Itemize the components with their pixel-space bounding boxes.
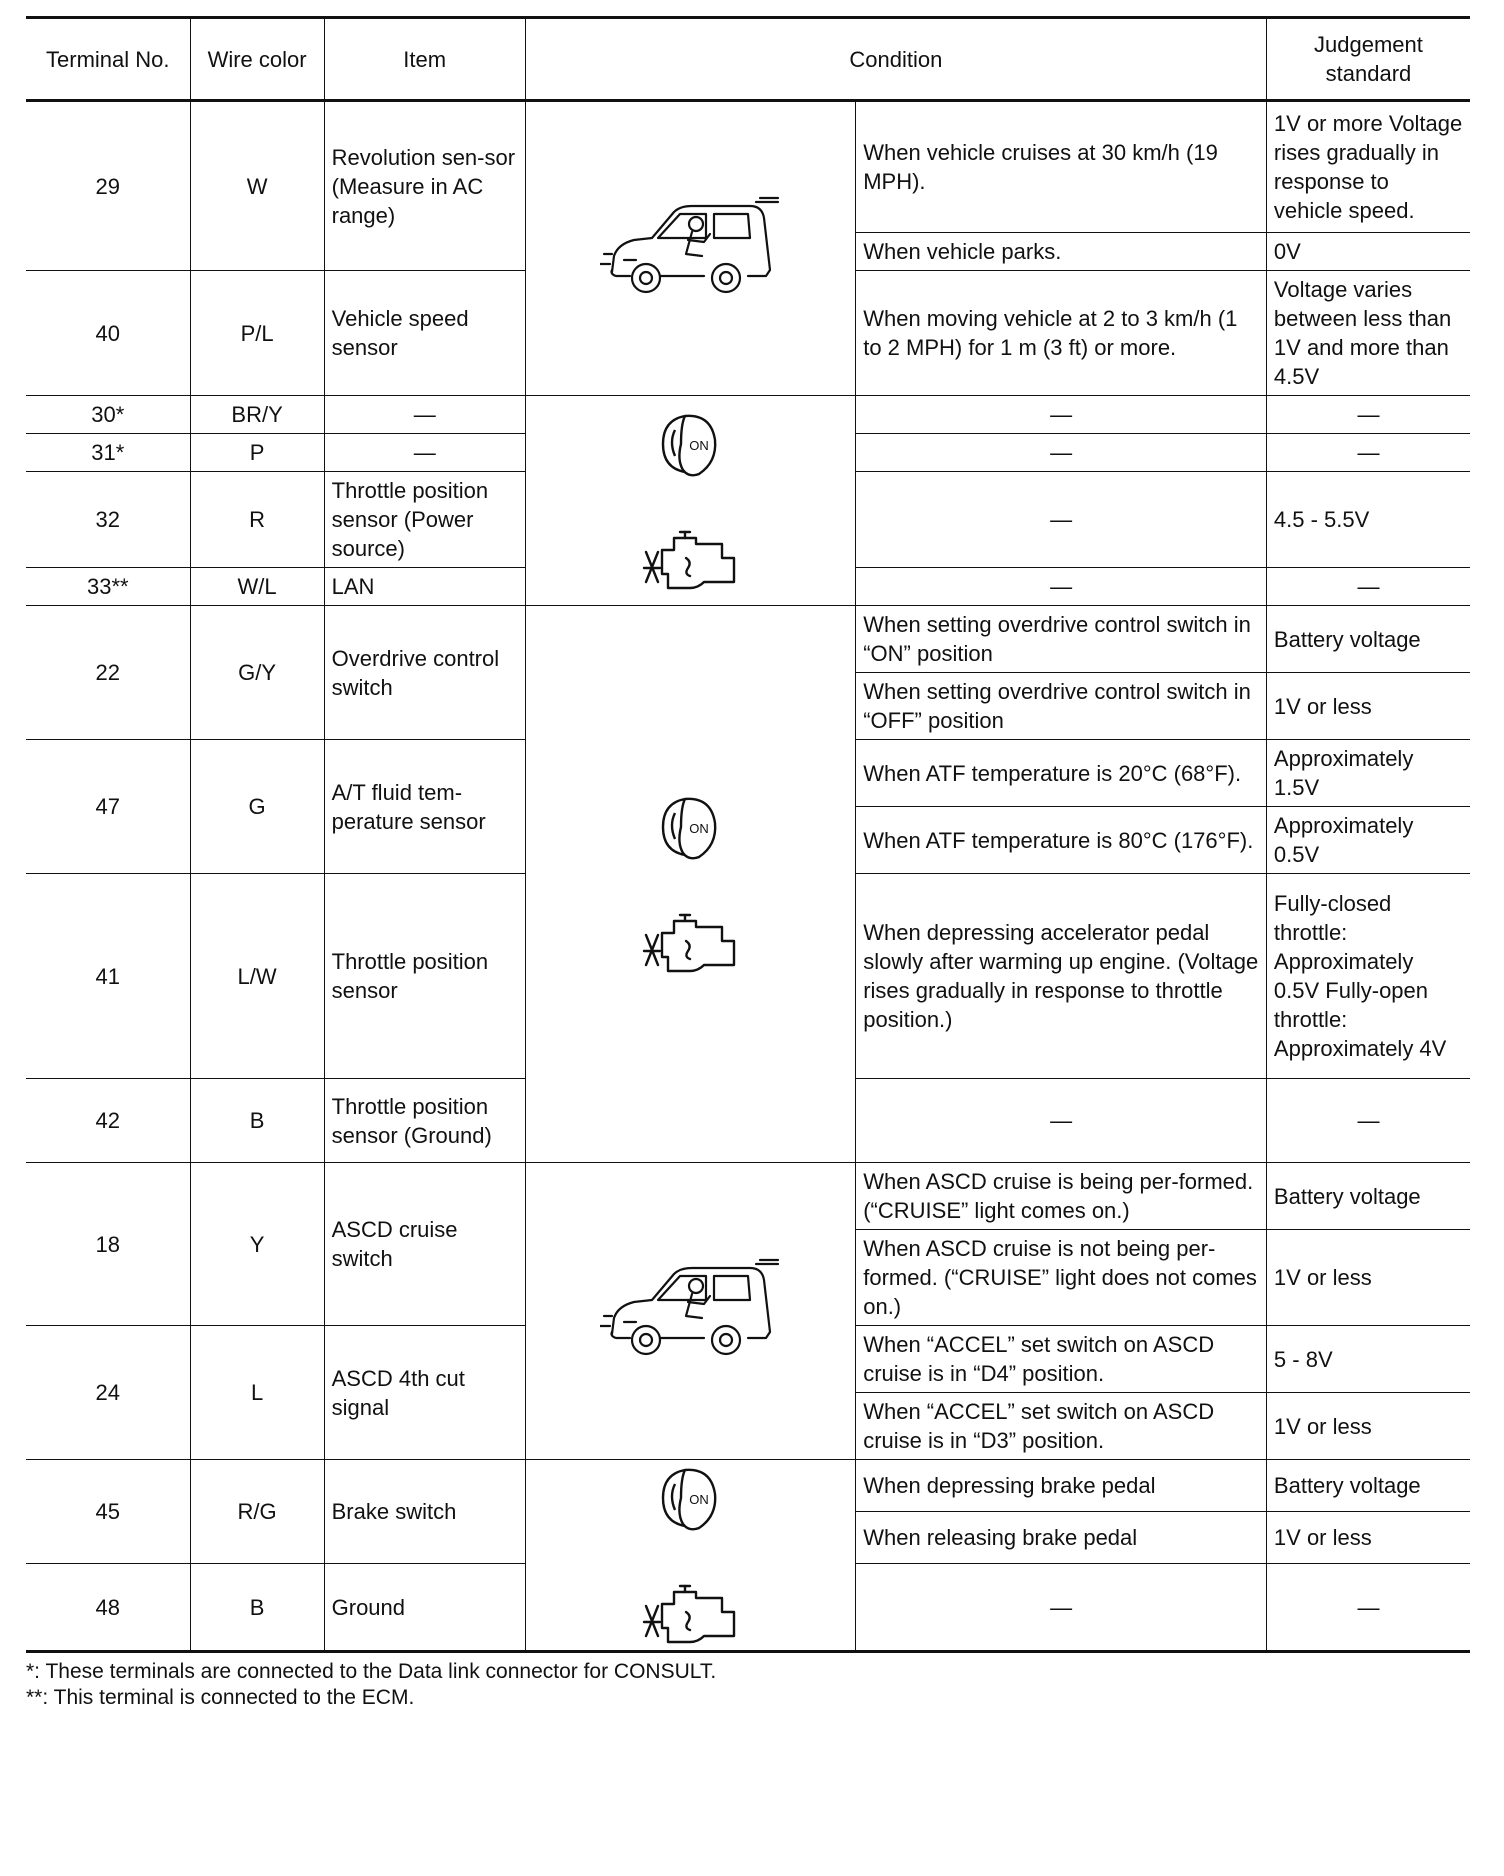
svg-text:ON: ON	[689, 821, 710, 836]
condition-text: When depressing accelerator pedal slowly after warming up engine. (Voltage rises gradually in response to throttle position.)	[856, 874, 1267, 1079]
judgement-value: 1V or less	[1266, 1230, 1470, 1326]
engine-running-icon	[533, 526, 848, 592]
wire-color: G/Y	[190, 606, 324, 740]
item-name: Vehicle speed sensor	[324, 271, 525, 396]
terminal-no: 48	[26, 1564, 190, 1652]
terminal-no: 29	[26, 101, 190, 271]
terminal-no: 32	[26, 472, 190, 568]
item-name: Brake switch	[324, 1460, 525, 1564]
wire-color: L/W	[190, 874, 324, 1079]
footnote-data-link: *: These terminals are connected to the Data link connector for CONSULT.	[26, 1660, 717, 1683]
condition-text: When setting overdrive control switch in “ON” position	[856, 606, 1267, 673]
svg-text:ON: ON	[689, 437, 710, 453]
wire-color: B	[190, 1564, 324, 1652]
terminal-no: 40	[26, 271, 190, 396]
item-name: —	[324, 396, 525, 434]
judgement-value: 1V or less	[1266, 1393, 1470, 1460]
terminal-no: 47	[26, 740, 190, 874]
footnote-ecm: **: This terminal is connected to the ECM.	[26, 1686, 415, 1709]
header-item: Item	[324, 18, 525, 101]
document	[26, 16, 1470, 1711]
wire-color: W	[190, 101, 324, 271]
pictogram-cell	[525, 396, 855, 606]
wire-color: BR/Y	[190, 396, 324, 434]
condition-text: —	[856, 472, 1267, 568]
judgement-value: 0V	[1266, 233, 1470, 271]
condition-text: When “ACCEL” set switch on ASCD cruise is in “D4” position.	[856, 1326, 1267, 1393]
wire-color: Y	[190, 1163, 324, 1326]
judgement-value: 1V or less	[1266, 1512, 1470, 1564]
item-name: Revolution sen-sor (Measure in AC range)	[324, 101, 525, 271]
judgement-value: —	[1266, 434, 1470, 472]
condition-text: When vehicle cruises at 30 km/h (19 MPH).	[856, 101, 1267, 233]
condition-text: When vehicle parks.	[856, 233, 1267, 271]
condition-text: —	[856, 1564, 1267, 1652]
condition-text: —	[856, 434, 1267, 472]
item-name: Throttle position sensor	[324, 874, 525, 1079]
terminal-no: 30*	[26, 396, 190, 434]
terminal-no: 24	[26, 1326, 190, 1460]
header-condition: Condition	[525, 18, 1266, 101]
item-name: Ground	[324, 1564, 525, 1652]
table-body	[26, 101, 1470, 1652]
judgement-value: —	[1266, 568, 1470, 606]
table-row	[26, 606, 1470, 673]
judgement-value: 1V or more Voltage rises gradually in response to vehicle speed.	[1266, 101, 1470, 233]
pictogram-cell	[525, 101, 855, 396]
item-name: ASCD cruise switch	[324, 1163, 525, 1326]
condition-text: When ASCD cruise is being per-formed. (“CRUISE” light comes on.)	[856, 1163, 1267, 1230]
table-row	[26, 1163, 1470, 1230]
condition-text: When setting overdrive control switch in “OFF” position	[856, 673, 1267, 740]
table-row	[26, 101, 1470, 233]
terminal-no: 42	[26, 1079, 190, 1163]
wire-color: B	[190, 1079, 324, 1163]
wire-color: P	[190, 434, 324, 472]
engine-running-icon	[533, 1580, 848, 1646]
judgement-value: 1V or less	[1266, 673, 1470, 740]
item-name: A/T fluid tem-perature sensor	[324, 740, 525, 874]
condition-text: When ASCD cruise is not being per-formed. (“CRUISE” light does not comes on.)	[856, 1230, 1267, 1326]
judgement-value: —	[1266, 396, 1470, 434]
terminal-no: 45	[26, 1460, 190, 1564]
judgement-value: Battery voltage	[1266, 606, 1470, 673]
condition-text: When depressing brake pedal	[856, 1460, 1267, 1512]
ignition-key-on-icon	[533, 1464, 848, 1534]
wire-color: L	[190, 1326, 324, 1460]
condition-text: When ATF temperature is 80°C (176°F).	[856, 807, 1267, 874]
pictogram-cell	[525, 1460, 855, 1652]
judgement-value: —	[1266, 1564, 1470, 1652]
terminal-no: 18	[26, 1163, 190, 1326]
condition-text: When moving vehicle at 2 to 3 km/h (1 to 2 MPH) for 1 m (3 ft) or more.	[856, 271, 1267, 396]
condition-text: When releasing brake pedal	[856, 1512, 1267, 1564]
table-row	[26, 1460, 1470, 1512]
judgement-value: Battery voltage	[1266, 1460, 1470, 1512]
item-name: —	[324, 434, 525, 472]
svg-text:ON: ON	[689, 1492, 710, 1507]
item-name: LAN	[324, 568, 525, 606]
judgement-value: Fully-closed throttle: Approximately 0.5V Fully-open throttle: Approximately 4V	[1266, 874, 1470, 1079]
wire-color: W/L	[190, 568, 324, 606]
driving-car-icon	[533, 194, 848, 304]
judgement-value: Voltage varies between less than 1V and more than 4.5V	[1266, 271, 1470, 396]
wire-color: G	[190, 740, 324, 874]
ignition-key-on-icon	[533, 793, 848, 863]
header-terminal-no: Terminal No.	[26, 18, 190, 101]
terminal-no: 22	[26, 606, 190, 740]
wire-color: R	[190, 472, 324, 568]
wire-color: P/L	[190, 271, 324, 396]
condition-text: —	[856, 396, 1267, 434]
terminal-no: 31*	[26, 434, 190, 472]
header-judgement-standard: Judgement standard	[1266, 18, 1470, 101]
judgement-value: Battery voltage	[1266, 1163, 1470, 1230]
condition-text: When “ACCEL” set switch on ASCD cruise is in “D3” position.	[856, 1393, 1267, 1460]
condition-text: When ATF temperature is 20°C (68°F).	[856, 740, 1267, 807]
item-name: Throttle position sensor (Power source)	[324, 472, 525, 568]
condition-text: —	[856, 568, 1267, 606]
judgement-value: 4.5 - 5.5V	[1266, 472, 1470, 568]
header-wire-color: Wire color	[190, 18, 324, 101]
footnotes	[26, 1659, 1470, 1711]
item-name: Throttle position sensor (Ground)	[324, 1079, 525, 1163]
terminal-no: 41	[26, 874, 190, 1079]
pictogram-cell	[525, 606, 855, 1163]
ignition-key-on-icon	[533, 410, 848, 480]
item-name: ASCD 4th cut signal	[324, 1326, 525, 1460]
judgement-value: 5 - 8V	[1266, 1326, 1470, 1393]
pictogram-cell	[525, 1163, 855, 1460]
judgement-value: Approximately 1.5V	[1266, 740, 1470, 807]
terminal-spec-table	[26, 16, 1470, 1653]
driving-car-icon	[533, 1256, 848, 1366]
condition-text: —	[856, 1079, 1267, 1163]
item-name: Overdrive control switch	[324, 606, 525, 740]
engine-running-icon	[533, 909, 848, 975]
table-row	[26, 396, 1470, 434]
terminal-no: 33**	[26, 568, 190, 606]
judgement-value: —	[1266, 1079, 1470, 1163]
table-header-row	[26, 18, 1470, 101]
judgement-value: Approximately 0.5V	[1266, 807, 1470, 874]
wire-color: R/G	[190, 1460, 324, 1564]
